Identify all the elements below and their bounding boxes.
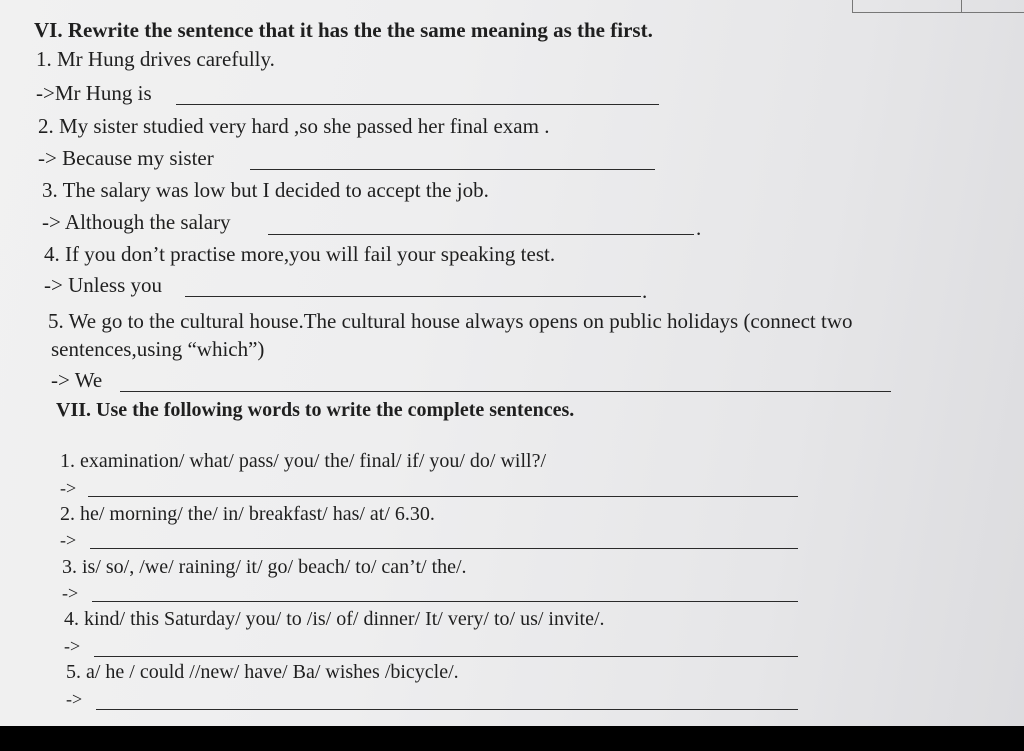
- s6-item-3-answer-line[interactable]: [268, 234, 694, 235]
- s7-item-5-prompt: ->: [66, 689, 83, 709]
- s6-item-2-sentence: 2. My sister studied very hard ,so she passed her final exam .: [38, 114, 550, 138]
- s7-item-3-answer-line[interactable]: [92, 601, 798, 602]
- s6-item-5-sentence: 5. We go to the cultural house.The cultural house always opens on public holidays (connect two: [48, 309, 853, 333]
- s6-item-4-prompt: -> Unless you: [44, 273, 163, 297]
- s7-item-3-words: 3. is/ so/, /we/ raining/ it/ go/ beach/ to/ can’t/ the/.: [62, 556, 467, 578]
- s7-item-1-words: 1. examination/ what/ pass/ you/ the/ final/ if/ you/ do/ will?/: [60, 450, 547, 472]
- corner-table-edge: [852, 0, 1024, 13]
- s6-item-4-period: .: [642, 279, 648, 303]
- s7-item-5-words: 5. a/ he / could //new/ have/ Ba/ wishes /bicycle/.: [66, 661, 459, 683]
- s7-item-5-answer-line[interactable]: [96, 709, 798, 710]
- s6-item-4-answer-line[interactable]: [185, 296, 641, 297]
- s6-item-2-answer-line[interactable]: [250, 169, 655, 170]
- s7-item-2-prompt: ->: [60, 530, 77, 550]
- s6-item-5-prompt: -> We: [51, 368, 103, 392]
- section-6-heading: VI. Rewrite the sentence that it has the the same meaning as the first.: [34, 18, 653, 42]
- s6-item-2-prompt: -> Because my sister: [38, 146, 214, 170]
- s6-item-1-prompt: ->Mr Hung is: [36, 81, 152, 105]
- s6-item-3-prompt: -> Although the salary: [42, 210, 231, 234]
- s7-item-1-prompt: ->: [60, 478, 77, 498]
- s6-item-4-sentence: 4. If you don’t practise more,you will fail your speaking test.: [44, 242, 556, 266]
- s7-item-4-answer-line[interactable]: [94, 656, 798, 657]
- s7-item-2-answer-line[interactable]: [90, 548, 798, 549]
- s7-item-4-words: 4. kind/ this Saturday/ you/ to /is/ of/ dinner/ It/ very/ to/ us/ invite/.: [64, 608, 605, 630]
- s7-item-4-prompt: ->: [64, 636, 81, 656]
- section-7-heading: VII. Use the following words to write the complete sentences.: [56, 399, 575, 421]
- s6-item-1-sentence: 1. Mr Hung drives carefully.: [36, 47, 275, 71]
- s6-item-5-answer-line[interactable]: [120, 391, 891, 392]
- s6-item-5-sentence-cont: sentences,using “which”): [51, 337, 265, 361]
- s6-item-3-sentence: 3. The salary was low but I decided to accept the job.: [42, 178, 489, 202]
- s7-item-2-words: 2. he/ morning/ the/ in/ breakfast/ has/ at/ 6.30.: [60, 503, 435, 525]
- s6-item-1-answer-line[interactable]: [176, 104, 659, 105]
- s7-item-3-prompt: ->: [62, 583, 79, 603]
- bottom-black-bar: [0, 726, 1024, 751]
- s7-item-1-answer-line[interactable]: [88, 496, 798, 497]
- s6-item-3-period: .: [696, 216, 702, 240]
